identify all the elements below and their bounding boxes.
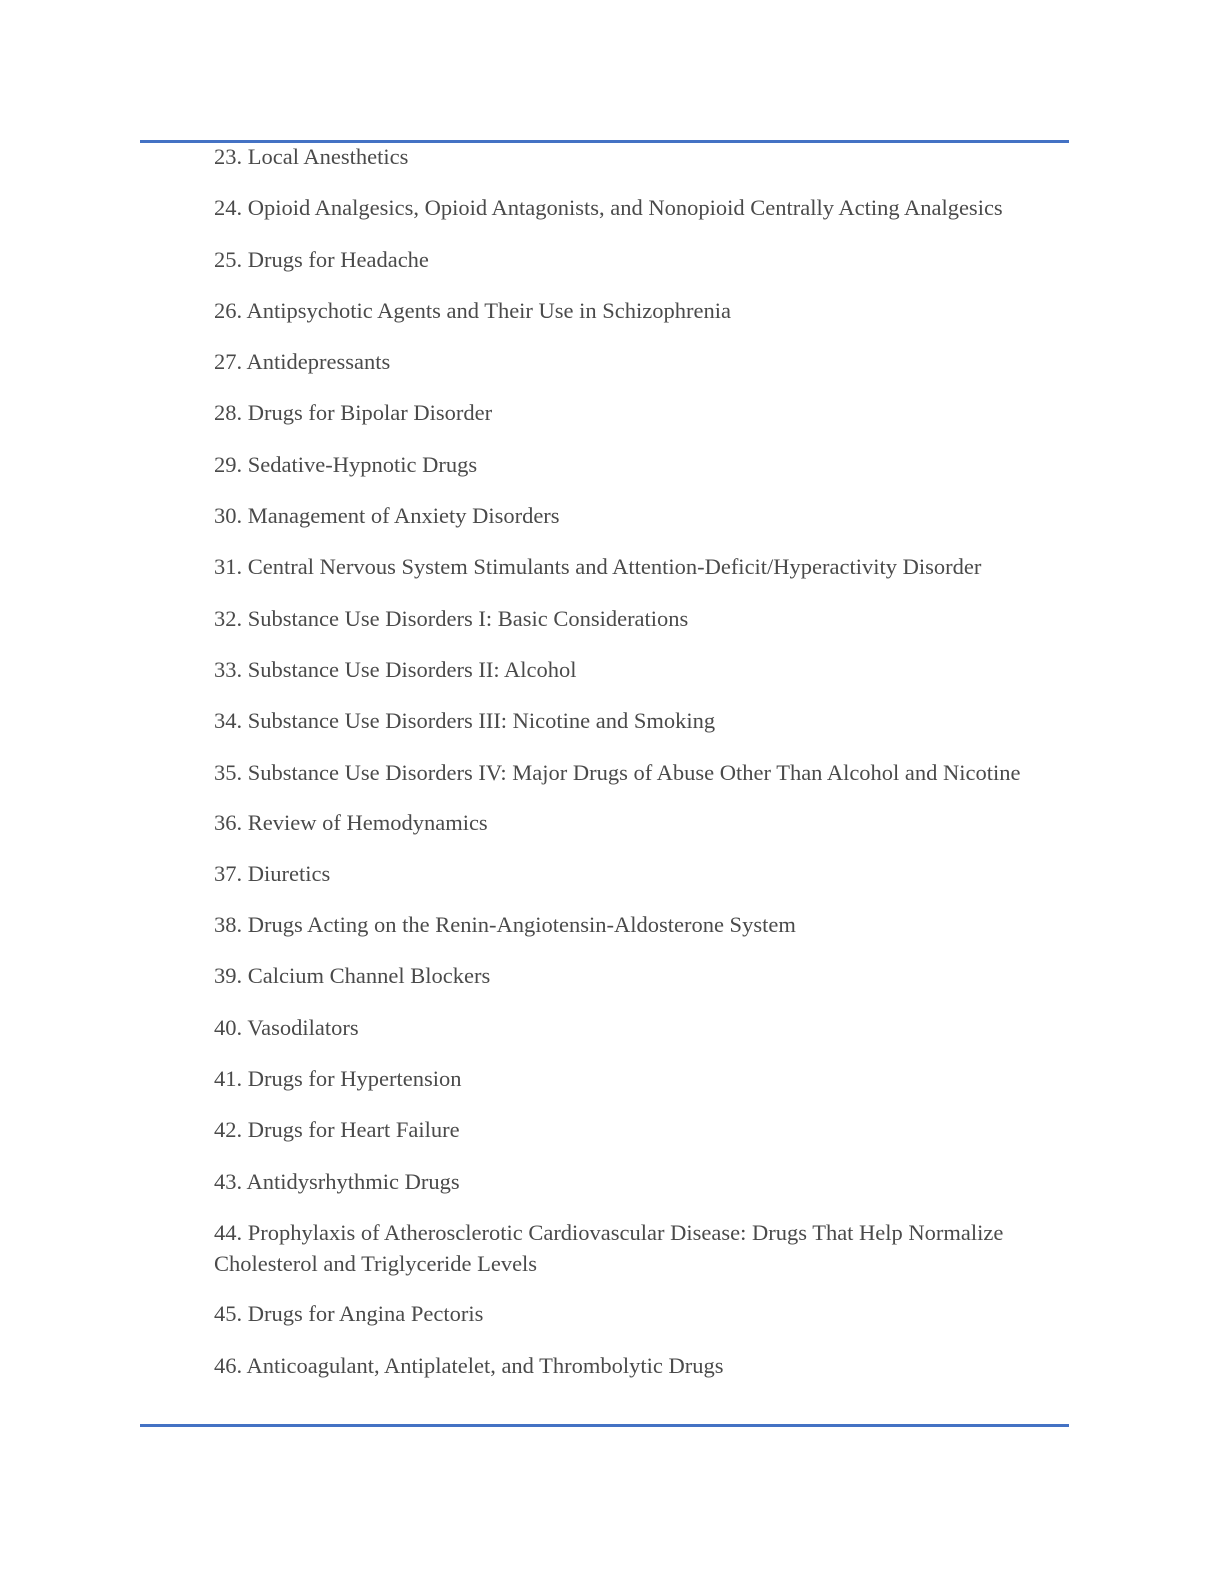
- toc-item-40: 40. Vasodilators: [214, 1014, 359, 1040]
- toc-item-33: 33. Substance Use Disorders II: Alcohol: [214, 656, 577, 682]
- toc-item-32: 32. Substance Use Disorders I: Basic Considerations: [214, 605, 689, 631]
- toc-item-43: 43. Antidysrhythmic Drugs: [214, 1168, 460, 1194]
- toc-item-30: 30. Management of Anxiety Disorders: [214, 503, 560, 529]
- toc-item-29: 29. Sedative-Hypnotic Drugs: [214, 451, 478, 477]
- toc-item-39: 39. Calcium Channel Blockers: [214, 963, 491, 989]
- toc-item-25: 25. Drugs for Headache: [214, 246, 429, 272]
- toc-item-23: 23. Local Anesthetics: [214, 144, 409, 169]
- toc-item-37: 37. Diuretics: [214, 860, 331, 886]
- toc-item-24: 24. Opioid Analgesics, Opioid Antagonists, and Nonopioid Centrally Acting Analgesics: [214, 195, 1003, 221]
- toc-item-28: 28. Drugs for Bipolar Disorder: [214, 400, 493, 426]
- toc-item-31: 31. Central Nervous System Stimulants and Attention-Deficit/Hyperactivity Disorder: [214, 554, 982, 580]
- toc-item-34: 34. Substance Use Disorders III: Nicotine and Smoking: [214, 708, 716, 734]
- toc-item-35: 35. Substance Use Disorders IV: Major Drugs of Abuse Other Than Alcohol and Nicotine: [214, 759, 1021, 785]
- toc-item-46: 46. Anticoagulant, Antiplatelet, and Thrombolytic Drugs: [214, 1352, 724, 1378]
- toc-item-26: 26. Antipsychotic Agents and Their Use in Schizophrenia: [214, 297, 731, 323]
- bottom-rule: [140, 1424, 1069, 1427]
- table-of-contents: [214, 141, 1060, 1401]
- toc-item-42: 42. Drugs for Heart Failure: [214, 1117, 460, 1143]
- toc-item-44: 44. Prophylaxis of Atherosclerotic Cardiovascular Disease: Drugs That Help Normalize Cholesterol and Triglyceride Levels: [214, 1219, 1004, 1277]
- toc-item-38: 38. Drugs Acting on the Renin-Angiotensin-Aldosterone System: [214, 912, 796, 938]
- toc-item-27: 27. Antidepressants: [214, 349, 391, 375]
- toc-item-45: 45. Drugs for Angina Pectoris: [214, 1301, 484, 1327]
- toc-item-36: 36. Review of Hemodynamics: [214, 809, 488, 835]
- toc-item-41: 41. Drugs for Hypertension: [214, 1066, 462, 1092]
